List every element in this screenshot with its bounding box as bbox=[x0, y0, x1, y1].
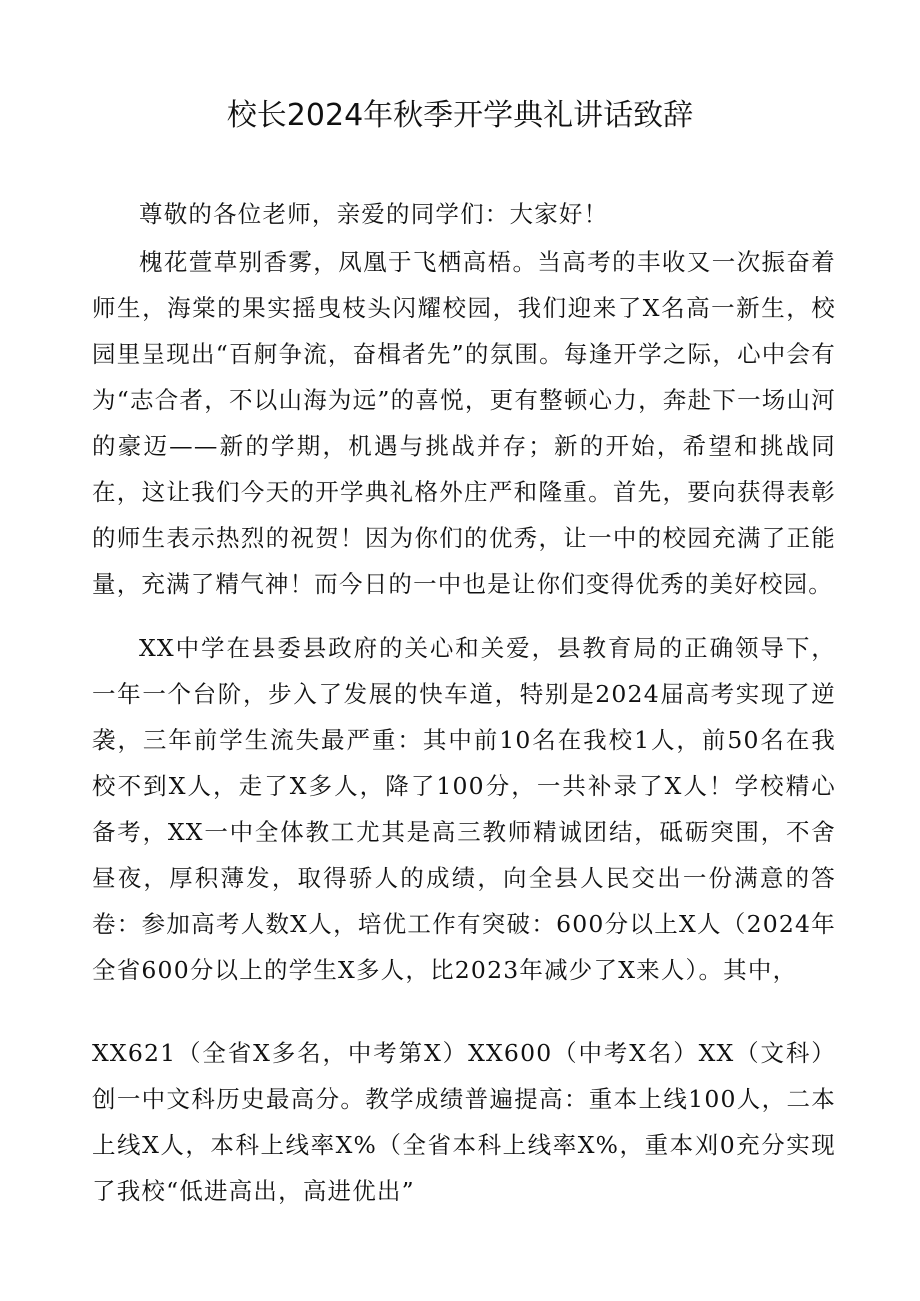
page-title: 校长2024年秋季开学典礼讲话致辞 bbox=[226, 98, 694, 133]
greeting-paragraph: 尊敬的各位老师，亲爱的同学们：大家好！ bbox=[139, 200, 609, 228]
results-paragraph: XX621（全省X多名，中考第X）XX600（中考X名）XX（文科）创一中文科历史最高分。教学成绩普遍提高：重本上线100人，二本上线X人，本科上线率X%（全省本科上线率X%，重本刈0充分实现了我校“低进高出，高进优出” bbox=[92, 1039, 836, 1205]
achievements-paragraph: XX中学在县委县政府的关心和关爱，县教育局的正确领导下，一年一个台阶，步入了发展的快车道，特别是2024届高考实现了逆袭，三年前学生流失最严重：其中前10名在我校1人，前50名在我校不到X人，走了X多人，降了100分，一共补录了X人！学校精心备考，XX一中全体教工尤其是高三教师精诚团结，砥砺突围，不舍昼夜，厚积薄发，取得骄人的成绩，向全县人民交出一份满意的答卷：参加高考人数X人，培优工作有突破：600分以上X人（2024年全省600分以上的学生X多人，比2023年减少了X来人）。其中， bbox=[92, 634, 836, 984]
opening-paragraph: 槐花萱草别香雾，凤凰于飞栖高梧。当高考的丰收又一次振奋着师生，海棠的果实摇曳枝头闪耀校园，我们迎来了X名高一新生，校园里呈现出“百舸争流，奋楫者先”的氛围。每逢开学之际，心中会有为“志合者，不以山海为远”的喜悦，更有整顿心力，奔赴下一场山河的豪迈——新的学期，机遇与挑战并存；新的开始，希望和挑战同在，这让我们今天的开学典礼格外庄严和隆重。首先，要向获得表彰的师生表示热烈的祝贺！因为你们的优秀，让一中的校园充满了正能量，充满了精气神！而今日的一中也是让你们变得优秀的美好校园。 bbox=[92, 248, 836, 598]
